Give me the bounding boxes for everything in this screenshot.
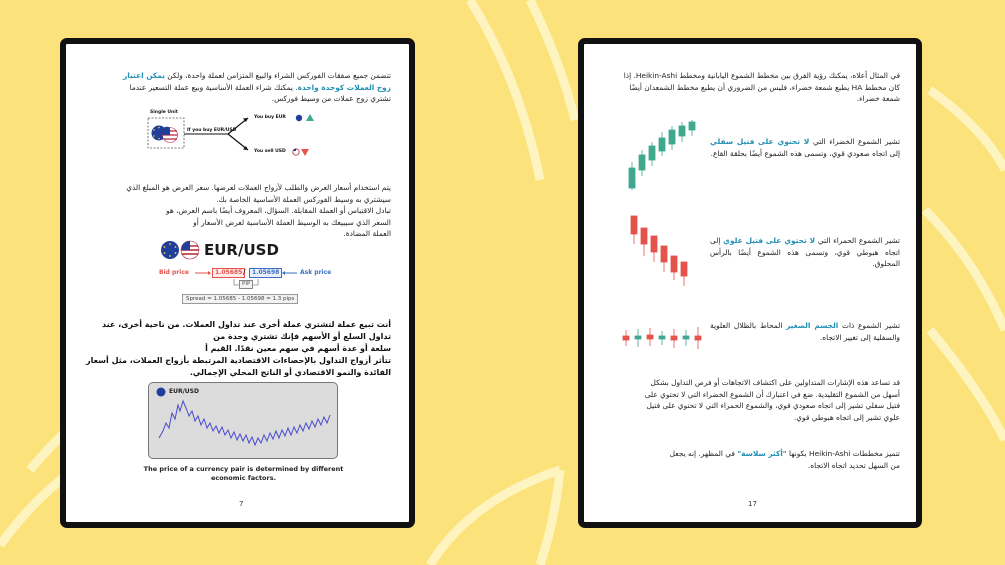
price-line <box>159 401 330 445</box>
smoother-paragraph <box>588 448 900 471</box>
pip-label: PIP <box>239 280 253 289</box>
intro-paragraph <box>71 70 391 105</box>
para2-line-4: السعر الذي سيبيعك به الوسيط العملة الأساسية لعرض الأسعار أو <box>193 217 391 227</box>
bearish-paragraph <box>710 235 900 270</box>
document-page-left <box>60 38 415 528</box>
para2-line-2: سيشتري به وسيط الفوركس العملة الأساسية الخاصة بك. <box>216 194 391 204</box>
bear-text-c: هذه الشموع أيضًا بالرأس المحلوق. <box>710 247 900 268</box>
bull-text-a: تشير الشموع الخضراء التي <box>812 137 900 146</box>
bear-emphasis-1: لا تحتوي على <box>765 236 816 245</box>
bold-line-2: تداول السلع أو الأسهم فإنك تشتري وحدة من <box>213 332 391 341</box>
para3-line-3: فتيل سفلي تشير إلى اتجاه صعودي قوي، والشموع الحمراء التي لا تحتوي على فتيل <box>646 401 900 410</box>
bearish-candles <box>628 214 703 289</box>
bid-value: 1.05685 <box>212 268 245 278</box>
intro-line-3: تشتري زوج عملات من وسيط فوركس. <box>271 94 391 103</box>
page-number: 7 <box>239 500 244 508</box>
intro-emphasis-1: يمكن اعتبار <box>123 71 165 80</box>
intro-paragraph <box>588 70 900 105</box>
if-you-buy-label: If you buy EUR/USD <box>187 128 237 133</box>
para2-line-1: يتم استخدام أسعار العرض والطلب لأزواج العملات لعرضها. سعر العرض هو المبلغ الذي <box>126 183 391 192</box>
para3-line-1: قد تساعد هذه الإشارات المتداولين على اكتشاف الاتجاهات أو فرص التداول بشكل <box>650 378 900 387</box>
para4-line-2: من السهل تحديد اتجاه الاتجاه. <box>807 460 900 470</box>
doji-candles <box>620 326 705 350</box>
intro-emphasis-2: زوج العملات كوحدة واحدة <box>297 82 391 92</box>
bear-text-a: تشير الشموع الحمراء التي <box>817 236 900 245</box>
bull-emphasis-1: لا تحتوي على <box>758 137 810 146</box>
single-unit-diagram <box>136 108 326 168</box>
spread-label: Spread = 1.05685 - 1.05698 = 1.3 pips <box>182 294 298 304</box>
bold-line-1: أنت تبيع عملة لتشتري عملة أخرى عند تداول العملات. من ناحية أخرى، عند <box>102 320 391 329</box>
diagram-graphics <box>136 108 326 168</box>
doji-text-a: تشير الشموع ذات <box>841 321 900 330</box>
chart-title: EUR/USD <box>169 388 199 395</box>
para2-line-5: العملة المضادة. <box>343 229 391 238</box>
intro-line-1: تتضمن جميع صفقات الفوركس الشراء والبيع المتزامن لعملة واحدة، ولكن <box>167 71 391 80</box>
para3-line-2: أسهل من الشموع التقليدية. ضع في اعتبارك أن الشموع الخضراء التي لا تحتوي على <box>644 389 900 399</box>
bold-line-5: الفائدة والنمو الاقتصادي أو الناتج المحلي الإجمالي. <box>189 368 391 377</box>
intro-line-2: . يمكنك شراء العملة الأساسية وبيع عملة التسعير عندما <box>129 82 298 92</box>
bear-emphasis-2: فتيل علوي <box>723 236 764 245</box>
bullish-paragraph <box>710 136 900 159</box>
single-unit-label: Single Unit <box>150 110 178 115</box>
bold-line-3: سلعة أو عدة أسهم في سهم معين نقدًا. القيم أ <box>205 344 391 353</box>
trading-bold-paragraph <box>71 319 391 379</box>
bid-ask-paragraph <box>71 182 391 240</box>
pair-title: EUR/USD <box>204 241 279 259</box>
ask-value: 1.05698 <box>249 268 282 278</box>
document-page-right <box>578 38 922 528</box>
bold-line-4: تتأثر أزواج التداول بالإحصاءات الاقتصادية المرتبطة بأزواج العملات، مثل أسعار <box>86 356 391 365</box>
quote-graphic <box>148 238 338 304</box>
eur-flag-icon <box>157 388 166 397</box>
intro-line-1: في المثال أعلاه، يمكنك رؤية الفرق بين مخطط الشموع اليابانية ومخطط Heikin-Ashi. إذا <box>623 71 900 80</box>
chart-caption <box>126 465 361 483</box>
doji-paragraph <box>710 320 900 343</box>
intro-line-2: كان مخطط HA يطبع شمعة خضراء، فليس من الضروري أن يطبع مخطط الشمعدان أيضًا <box>629 82 900 92</box>
doji-text-b: المحاط <box>759 321 783 330</box>
you-sell-label: You sell USD <box>254 149 286 154</box>
quote-separator: / <box>243 268 246 276</box>
caption-line-2: economic factors. <box>210 474 277 482</box>
eurusd-chart <box>148 382 338 459</box>
intro-line-3: شمعة خضراء. <box>856 94 900 103</box>
doji-text-c: بالظلال العلوية والسفلية إلى تغيير الاتجاه. <box>710 321 900 342</box>
you-buy-label: You buy EUR <box>254 115 286 120</box>
para2-line-3: تبادل الاقتباس أو العملة المقابلة. السؤال، المعروف أيضًا باسم العرض، هو <box>166 206 391 215</box>
bull-text-c: هذه الشموع أيضًا بحلقة القاع. <box>710 148 802 158</box>
signals-paragraph <box>588 377 900 423</box>
ask-price-label: Ask price <box>300 269 332 276</box>
bear-text-b: إلى اتجاه هبوطي قوي، وتسمى <box>710 236 900 257</box>
para4-text-a: تتميز مخططات Heikin-Ashi بكونها <box>789 449 900 458</box>
para3-line-4: علوي تشير إلى اتجاه هبوطي قوي. <box>793 412 900 422</box>
para4-emphasis: "أكثر سلاسة" <box>737 449 787 458</box>
bullish-candles <box>626 120 706 190</box>
bull-emphasis-2: فتيل سفلي <box>710 137 755 146</box>
doji-emphasis: الجسم الصغير <box>786 321 839 330</box>
para4-text-b: في المظهر. إنه يجعل <box>669 449 735 458</box>
page-number: 17 <box>748 500 757 508</box>
bull-text-b: إلى اتجاه صعودي قوي، وتسمى <box>804 148 900 158</box>
bid-price-label: Bid price <box>159 269 189 276</box>
caption-line-1: The price of a currency pair is determined by different <box>143 465 344 473</box>
